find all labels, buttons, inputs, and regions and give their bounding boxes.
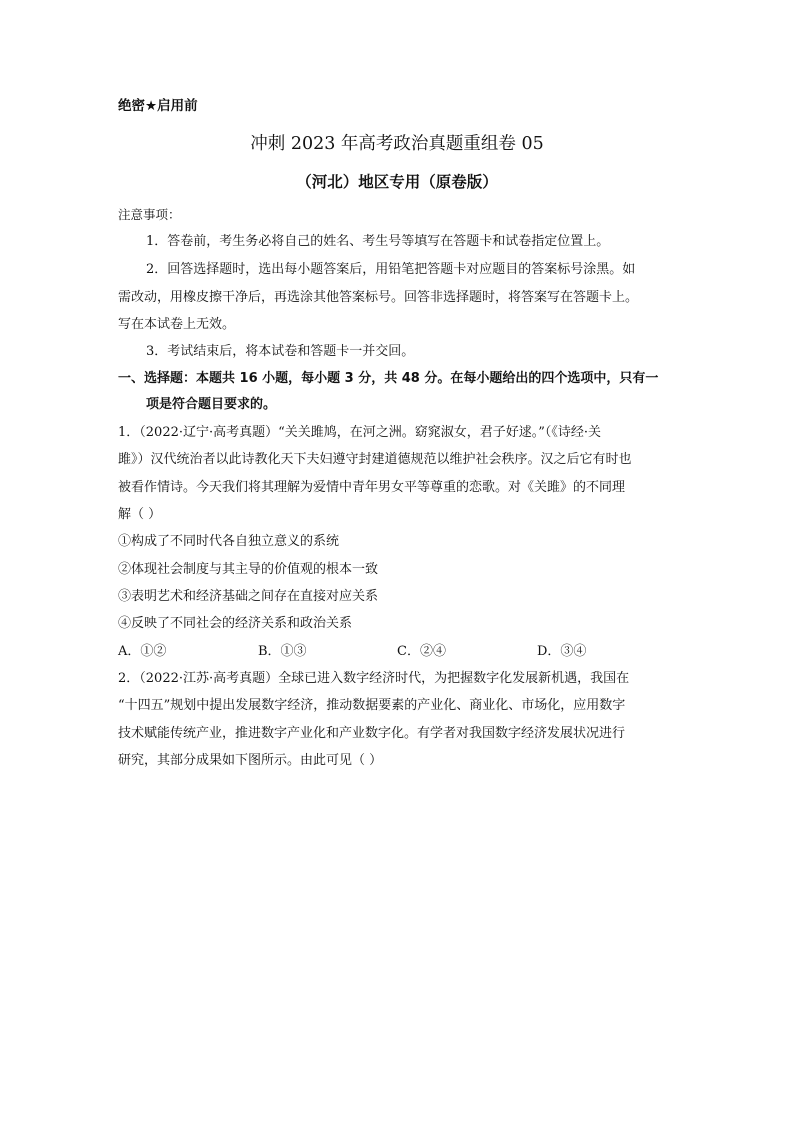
note-item-1: 1．答卷前，考生务必将自己的姓名、考生号等填写在答题卡和试卷指定位置上。 [146, 234, 610, 249]
question-1-line-4: 解（ ） [118, 507, 162, 522]
question-1-option-b: B．①③ [258, 644, 307, 659]
confidential-label: 绝密★启用前 [118, 98, 198, 114]
notes-heading: 注意事项： [118, 207, 181, 222]
question-2-line-1: 2．（2022·江苏·高考真题）全球已进入数字经济时代，为把握数字化发展新机遇，我国在 [118, 671, 630, 686]
question-1-statement-4: ④反映了不同社会的经济关系和政治关系 [118, 616, 353, 631]
question-1-option-d: D．③④ [537, 644, 587, 659]
section-heading-line-2: 项是符合题目要求的。 [146, 397, 277, 412]
question-1-statement-3: ③表明艺术和经济基础之间存在直接对应关系 [118, 589, 379, 604]
page-subtitle: （河北）地区专用（原卷版） [296, 173, 498, 191]
question-1-line-3: 被看作情诗。今天我们将其理解为爱情中青年男女平等尊重的恋歌。对《关雎》的不同理 [118, 480, 626, 495]
section-heading-line-1: 一、选择题：本题共 16 小题，每小题 3 分，共 48 分。在每小题给出的四个选项中，只有一 [118, 371, 659, 386]
question-1-option-c: C．②④ [397, 644, 446, 659]
question-2-line-4: 研究，其部分成果如下图所示。由此可见（ ） [118, 753, 383, 768]
question-1-line-1: 1．（2022·辽宁·高考真题）“关关雎鸠，在河之洲。窈窕淑女，君子好逑。”（《诗经·关 [118, 425, 602, 440]
page-title: 冲刺 2023 年高考政治真题重组卷 05 [250, 134, 544, 154]
note-item-2-line-1: 2．回答选择题时，选出每小题答案后，用铅笔把答题卡对应题目的答案标号涂黑。如 [146, 262, 636, 277]
question-1-statement-2: ②体现社会制度与其主导的价值观的根本一致 [118, 562, 379, 577]
question-1-option-a: A．①② [118, 644, 167, 659]
note-item-2-line-3: 写在本试卷上无效。 [118, 317, 236, 332]
note-item-2-line-2: 需改动，用橡皮擦干净后，再选涂其他答案标号。回答非选择题时，将答案写在答题卡上。 [118, 290, 639, 305]
question-1-statement-1: ①构成了不同时代各自独立意义的系统 [118, 534, 340, 549]
note-item-3: 3．考试结束后，将本试卷和答题卡一并交回。 [146, 344, 415, 359]
question-1-line-2: 雎》）汉代统治者以此诗教化天下夫妇遵守封建道德规范以维护社会秩序。汉之后它有时也 [118, 452, 632, 467]
question-2-line-3: 技术赋能传统产业，推进数字产业化和产业数字化。有学者对我国数字经济发展状况进行 [118, 726, 626, 741]
question-2-line-2: “十四五”规划中提出发展数字经济，推动数据要素的产业化、商业化、市场化，应用数字 [118, 698, 626, 713]
